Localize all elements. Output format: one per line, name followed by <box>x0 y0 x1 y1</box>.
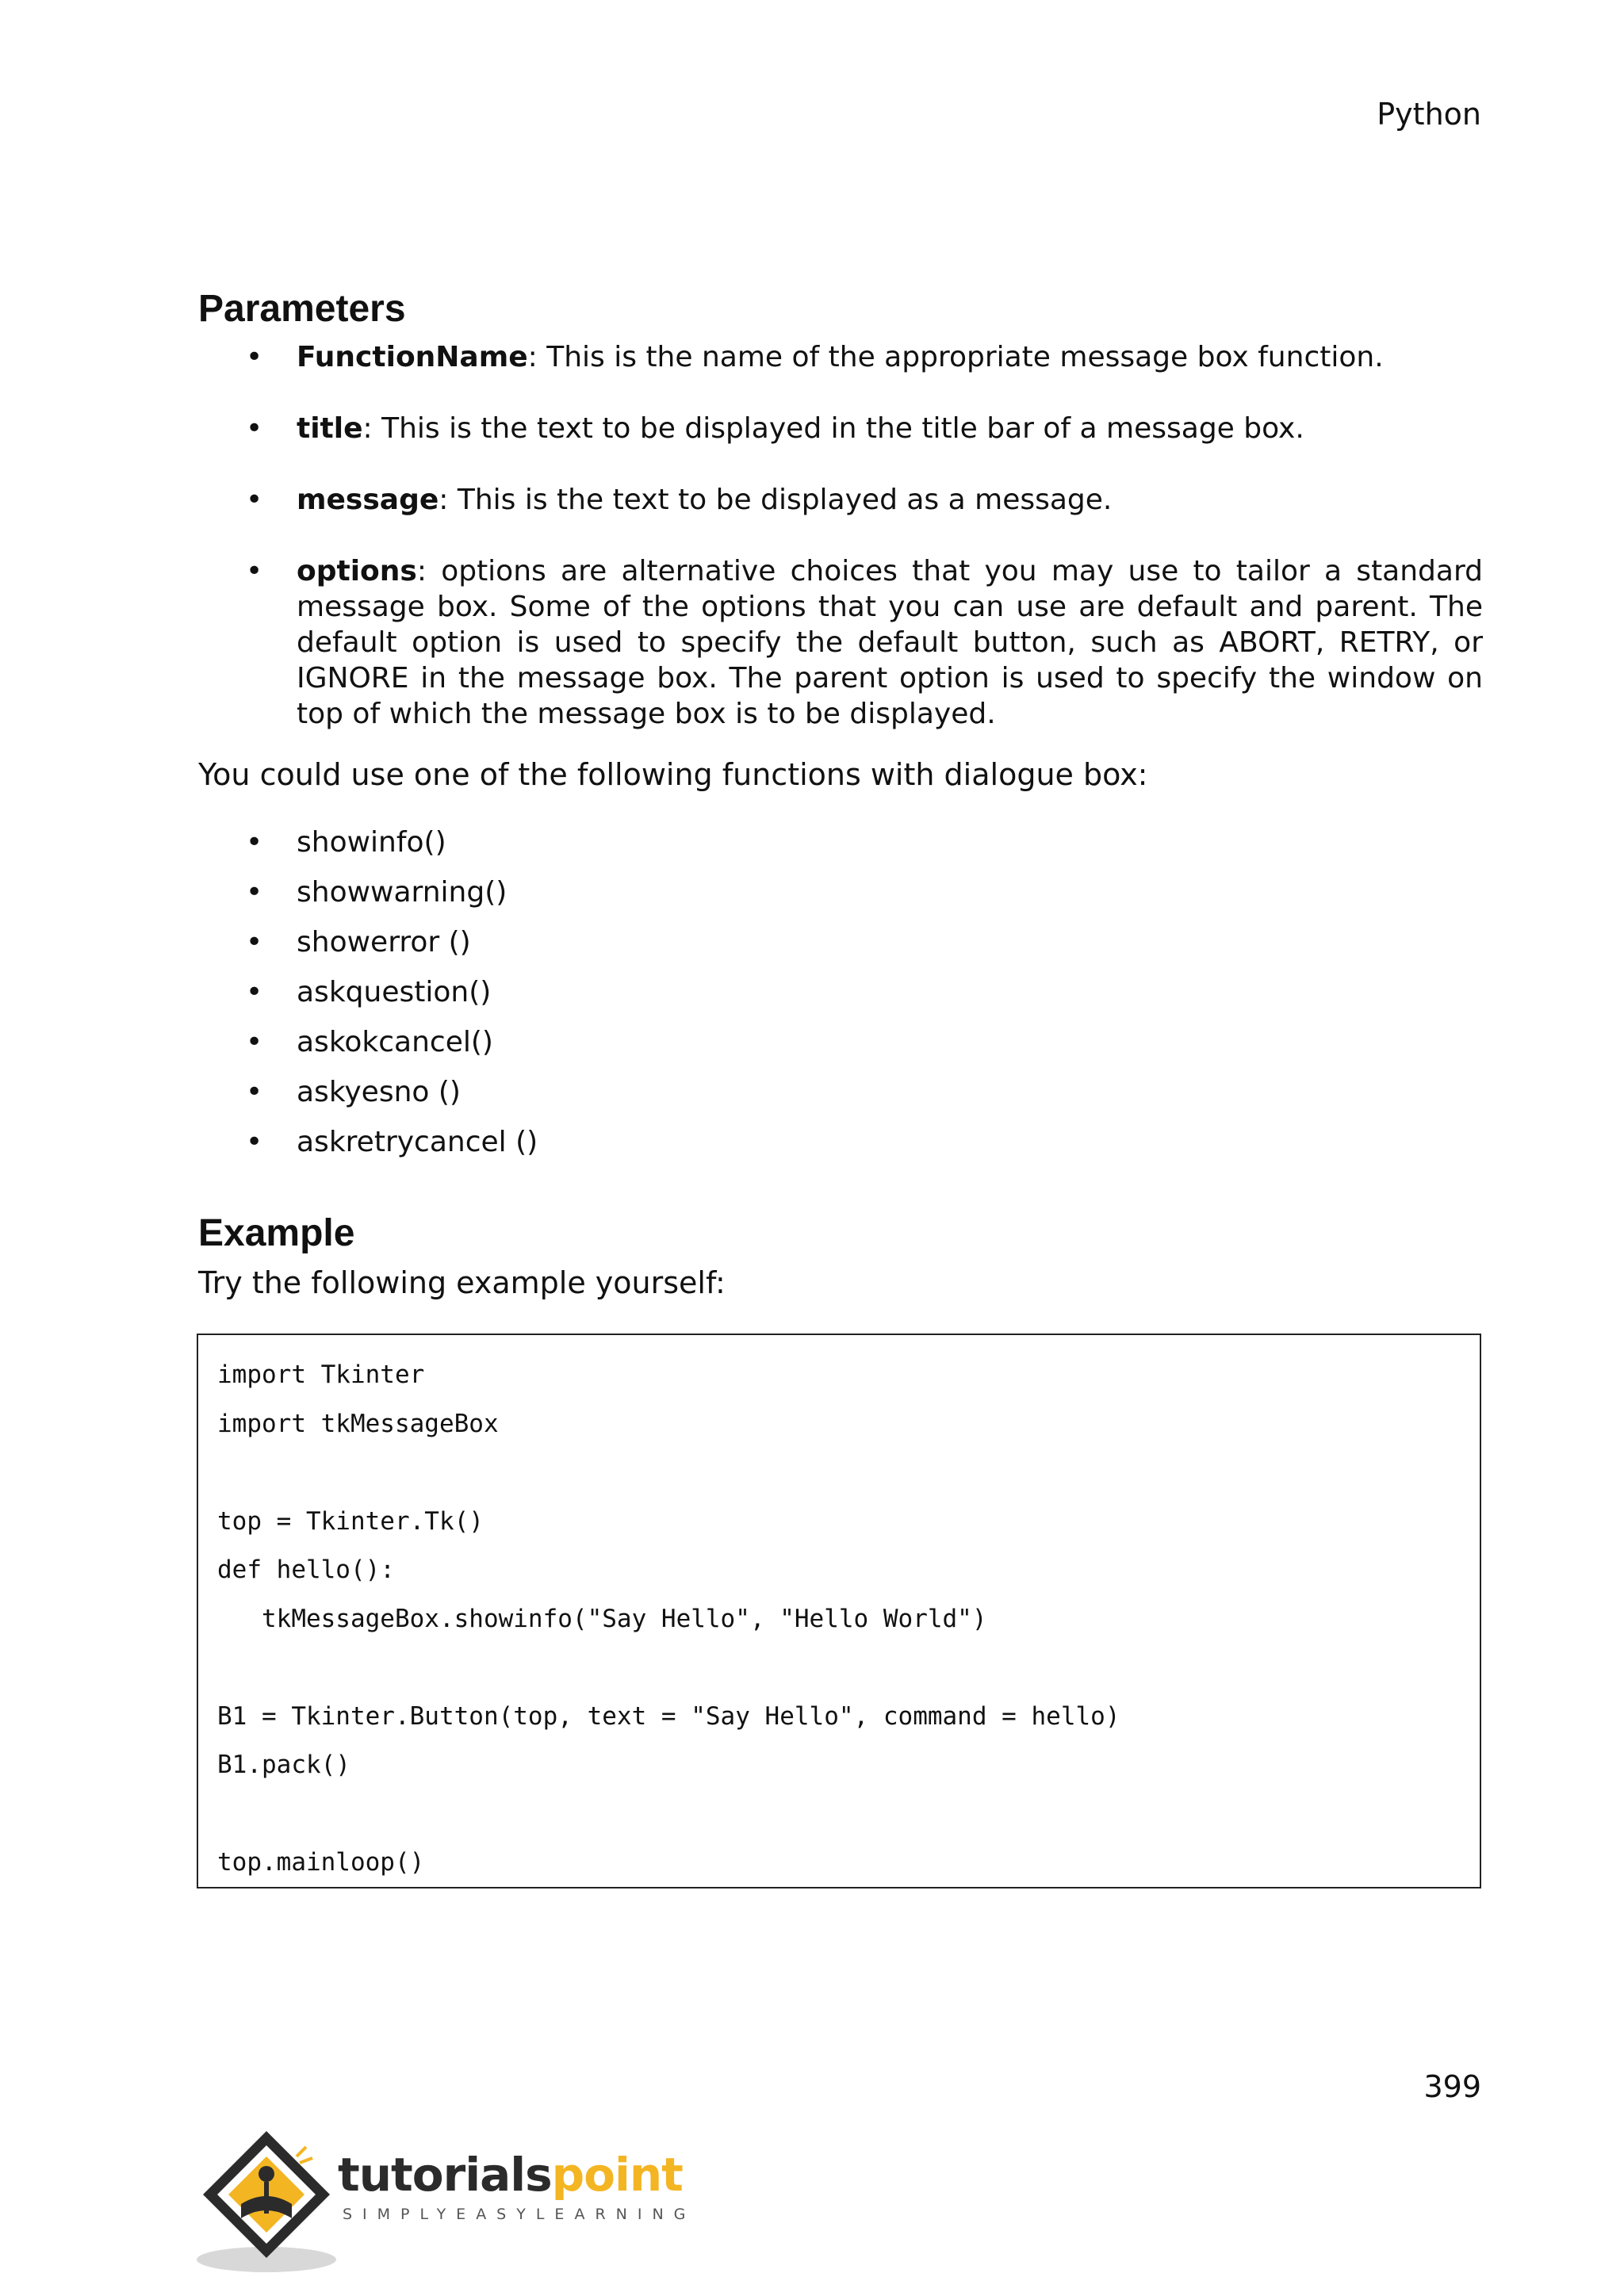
list-item <box>198 825 1483 860</box>
list-item <box>198 1124 1483 1160</box>
code-line <box>217 1790 1461 1839</box>
function-name: askretrycancel () <box>297 1126 538 1158</box>
code-line: import tkMessageBox <box>217 1409 499 1438</box>
list-item <box>198 411 1483 446</box>
logo-wordmark <box>338 2147 683 2202</box>
param-text: : This is the text to be displayed as a message. <box>439 484 1113 516</box>
code-line <box>217 1448 1461 1498</box>
param-text: : This is the text to be displayed in the title bar of a message box. <box>362 412 1304 445</box>
param-text: : This is the name of the appropriate message box function. <box>527 341 1384 373</box>
parameters-list <box>198 339 1483 767</box>
code-line: def hello(): <box>217 1556 395 1584</box>
example-intro: Try the following example yourself: <box>198 1265 726 1300</box>
list-item <box>198 339 1483 375</box>
example-heading: Example <box>198 1212 355 1254</box>
list-item <box>198 924 1483 960</box>
functions-intro: You could use one of the following functions with dialogue box: <box>198 757 1148 792</box>
parameters-heading: Parameters <box>198 288 406 330</box>
function-name: showinfo() <box>297 826 446 859</box>
code-line: B1.pack() <box>217 1751 350 1779</box>
page-number: 399 <box>1423 2069 1481 2104</box>
code-block <box>197 1334 1481 1888</box>
function-name: showwarning() <box>297 876 508 909</box>
bullet-icon: • <box>246 1126 263 1158</box>
logo-word-point: point <box>551 2148 683 2202</box>
function-name: askokcancel() <box>297 1026 493 1058</box>
functions-list <box>198 825 1483 1174</box>
code-line <box>217 1644 1461 1693</box>
param-term: message <box>297 484 439 516</box>
param-term: FunctionName <box>297 341 528 373</box>
bullet-icon: • <box>246 555 263 587</box>
bullet-icon: • <box>246 826 263 859</box>
logo-word-tutorials: tutorials <box>338 2148 552 2202</box>
list-item <box>198 974 1483 1010</box>
list-item <box>198 1024 1483 1060</box>
code-line: tkMessageBox.showinfo("Say Hello", "Hello World") <box>217 1604 987 1633</box>
bullet-icon: • <box>246 1026 263 1058</box>
param-term: options <box>297 555 417 587</box>
list-item <box>198 1074 1483 1110</box>
logo-tagline: SIMPLYEASYLEARNING <box>343 2206 696 2223</box>
code-line: B1 = Tkinter.Button(top, text = "Say Hello", command = hello) <box>217 1701 1120 1731</box>
bullet-icon: • <box>246 876 263 909</box>
logo-diamond-icon <box>195 2125 338 2275</box>
bullet-icon: • <box>246 976 263 1008</box>
function-name: showerror () <box>297 926 471 959</box>
bullet-icon: • <box>246 484 263 516</box>
param-text: : options are alternative choices that you may use to tailor a standard message box. Some of the options that you can use are default and parent. The default option is used to specify the default button, such as ABORT, RETRY, or IGNORE in the message box. The parent option is used to specify the window on top of which the message box is to be displayed. <box>297 555 1483 730</box>
tutorialspoint-logo <box>195 2125 696 2275</box>
list-item <box>198 553 1483 732</box>
code-line: import Tkinter <box>217 1360 425 1389</box>
bullet-icon: • <box>246 926 263 959</box>
code-line: top = Tkinter.Tk() <box>217 1506 484 1536</box>
function-name: askquestion() <box>297 976 492 1008</box>
list-item <box>198 874 1483 910</box>
header-title: Python <box>1377 97 1481 132</box>
param-term: title <box>297 412 363 445</box>
list-item <box>198 482 1483 518</box>
code-line: top.mainloop() <box>217 1848 425 1877</box>
function-name: askyesno () <box>297 1076 461 1108</box>
bullet-icon: • <box>246 341 263 373</box>
bullet-icon: • <box>246 412 263 445</box>
bullet-icon: • <box>246 1076 263 1108</box>
